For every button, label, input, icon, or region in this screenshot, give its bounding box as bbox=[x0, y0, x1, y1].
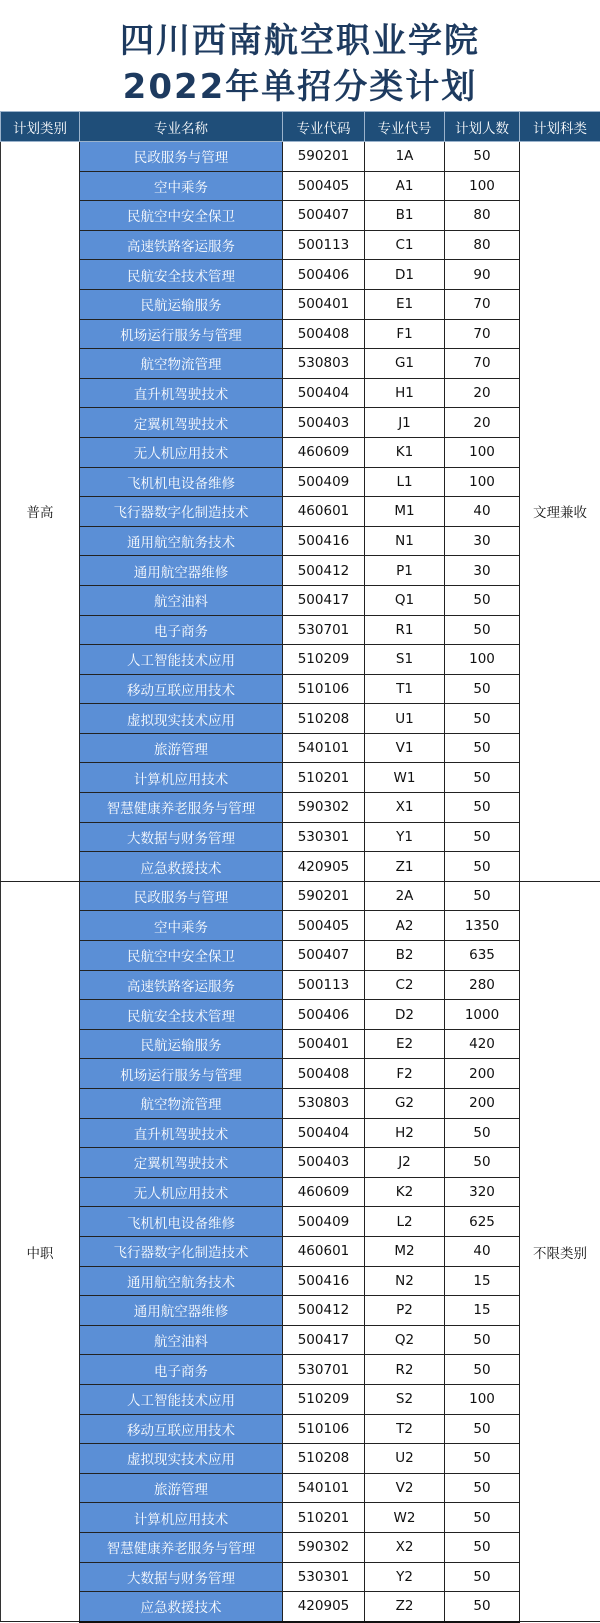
major-code-cell: 500406 bbox=[283, 260, 365, 290]
major-code-cell: 590302 bbox=[283, 1532, 365, 1562]
table-row bbox=[1, 1384, 600, 1414]
major-code-cell: 510201 bbox=[283, 763, 365, 793]
plan-count-cell: 100 bbox=[445, 1384, 520, 1414]
major-code-cell: 460609 bbox=[283, 1177, 365, 1207]
major-code-cell: 420905 bbox=[283, 852, 365, 882]
major-number-cell: N2 bbox=[365, 1266, 445, 1296]
major-code-cell: 500416 bbox=[283, 1266, 365, 1296]
table-body bbox=[1, 142, 600, 1622]
major-name-cell: 民政服务与管理 bbox=[80, 881, 283, 911]
table-row bbox=[1, 1325, 600, 1355]
major-number-cell: B2 bbox=[365, 941, 445, 971]
major-code-cell: 500417 bbox=[283, 1325, 365, 1355]
major-name-cell: 直升机驾驶技术 bbox=[80, 1118, 283, 1148]
table-row bbox=[1, 1562, 600, 1592]
plan-count-cell: 100 bbox=[445, 437, 520, 467]
column-header-subject: 计划科类 bbox=[520, 112, 600, 142]
column-header-major-number: 专业代号 bbox=[365, 112, 445, 142]
major-name-cell: 直升机驾驶技术 bbox=[80, 378, 283, 408]
major-number-cell: G2 bbox=[365, 1089, 445, 1119]
major-number-cell: T2 bbox=[365, 1414, 445, 1444]
plan-count-cell: 90 bbox=[445, 260, 520, 290]
major-name-cell: 应急救援技术 bbox=[80, 1592, 283, 1622]
major-number-cell: D2 bbox=[365, 1000, 445, 1030]
enrollment-plan-table bbox=[0, 111, 600, 1623]
major-name-cell: 高速铁路客运服务 bbox=[80, 970, 283, 1000]
table-row bbox=[1, 1266, 600, 1296]
major-name-cell: 旅游管理 bbox=[80, 1473, 283, 1503]
major-number-cell: W1 bbox=[365, 763, 445, 793]
table-row bbox=[1, 970, 600, 1000]
plan-count-cell: 100 bbox=[445, 645, 520, 675]
plan-count-cell: 635 bbox=[445, 941, 520, 971]
major-number-cell: F2 bbox=[365, 1059, 445, 1089]
major-code-cell: 500405 bbox=[283, 911, 365, 941]
major-name-cell: 人工智能技术应用 bbox=[80, 1384, 283, 1414]
table-row bbox=[1, 1296, 600, 1326]
major-number-cell: G1 bbox=[365, 349, 445, 379]
major-number-cell: D1 bbox=[365, 260, 445, 290]
category-cell: 中职 bbox=[1, 881, 80, 1621]
major-name-cell: 民政服务与管理 bbox=[80, 142, 283, 172]
major-number-cell: U1 bbox=[365, 704, 445, 734]
major-name-cell: 民航空中安全保卫 bbox=[80, 941, 283, 971]
major-name-cell: 应急救援技术 bbox=[80, 852, 283, 882]
major-name-cell: 高速铁路客运服务 bbox=[80, 230, 283, 260]
major-name-cell: 智慧健康养老服务与管理 bbox=[80, 793, 283, 823]
plan-count-cell: 100 bbox=[445, 171, 520, 201]
plan-count-cell: 50 bbox=[445, 733, 520, 763]
major-number-cell: E1 bbox=[365, 289, 445, 319]
table-row bbox=[1, 1444, 600, 1474]
plan-count-cell: 280 bbox=[445, 970, 520, 1000]
major-name-cell: 民航安全技术管理 bbox=[80, 260, 283, 290]
major-code-cell: 500401 bbox=[283, 1029, 365, 1059]
major-name-cell: 无人机应用技术 bbox=[80, 1177, 283, 1207]
major-code-cell: 530803 bbox=[283, 349, 365, 379]
major-name-cell: 旅游管理 bbox=[80, 733, 283, 763]
plan-count-cell: 200 bbox=[445, 1059, 520, 1089]
major-code-cell: 590201 bbox=[283, 881, 365, 911]
table-row bbox=[1, 319, 600, 349]
plan-count-cell: 15 bbox=[445, 1296, 520, 1326]
major-code-cell: 530301 bbox=[283, 1562, 365, 1592]
major-name-cell: 大数据与财务管理 bbox=[80, 822, 283, 852]
major-name-cell: 航空物流管理 bbox=[80, 349, 283, 379]
table-row bbox=[1, 1503, 600, 1533]
table-row bbox=[1, 674, 600, 704]
table-row bbox=[1, 941, 600, 971]
major-name-cell: 空中乘务 bbox=[80, 911, 283, 941]
plan-count-cell: 70 bbox=[445, 349, 520, 379]
table-row bbox=[1, 260, 600, 290]
major-number-cell: A1 bbox=[365, 171, 445, 201]
major-code-cell: 540101 bbox=[283, 733, 365, 763]
plan-count-cell: 50 bbox=[445, 1532, 520, 1562]
major-code-cell: 460609 bbox=[283, 437, 365, 467]
major-number-cell: B1 bbox=[365, 201, 445, 231]
plan-count-cell: 30 bbox=[445, 526, 520, 556]
plan-count-cell: 50 bbox=[445, 704, 520, 734]
major-number-cell: X1 bbox=[365, 793, 445, 823]
plan-count-cell: 625 bbox=[445, 1207, 520, 1237]
major-number-cell: Z2 bbox=[365, 1592, 445, 1622]
major-code-cell: 500412 bbox=[283, 1296, 365, 1326]
table-row bbox=[1, 1414, 600, 1444]
major-name-cell: 空中乘务 bbox=[80, 171, 283, 201]
page-header bbox=[0, 0, 600, 111]
major-number-cell: N1 bbox=[365, 526, 445, 556]
major-code-cell: 530803 bbox=[283, 1089, 365, 1119]
major-number-cell: Y2 bbox=[365, 1562, 445, 1592]
table-row bbox=[1, 822, 600, 852]
major-number-cell: H1 bbox=[365, 378, 445, 408]
major-name-cell: 航空油料 bbox=[80, 1325, 283, 1355]
major-code-cell: 500403 bbox=[283, 408, 365, 438]
major-code-cell: 420905 bbox=[283, 1592, 365, 1622]
major-name-cell: 民航运输服务 bbox=[80, 289, 283, 319]
table-row bbox=[1, 1029, 600, 1059]
table-row bbox=[1, 585, 600, 615]
major-number-cell: Q1 bbox=[365, 585, 445, 615]
table-row bbox=[1, 349, 600, 379]
major-code-cell: 500404 bbox=[283, 378, 365, 408]
major-number-cell: K2 bbox=[365, 1177, 445, 1207]
plan-count-cell: 50 bbox=[445, 852, 520, 882]
major-name-cell: 通用航空器维修 bbox=[80, 556, 283, 586]
major-number-cell: A2 bbox=[365, 911, 445, 941]
major-code-cell: 530701 bbox=[283, 1355, 365, 1385]
major-number-cell: C2 bbox=[365, 970, 445, 1000]
major-number-cell: T1 bbox=[365, 674, 445, 704]
major-number-cell: X2 bbox=[365, 1532, 445, 1562]
major-code-cell: 500405 bbox=[283, 171, 365, 201]
table-row bbox=[1, 793, 600, 823]
major-code-cell: 500404 bbox=[283, 1118, 365, 1148]
major-name-cell: 机场运行服务与管理 bbox=[80, 319, 283, 349]
major-number-cell: Y1 bbox=[365, 822, 445, 852]
table-row bbox=[1, 1148, 600, 1178]
major-name-cell: 无人机应用技术 bbox=[80, 437, 283, 467]
page-subtitle: 2022年单招分类计划 bbox=[0, 59, 600, 108]
major-name-cell: 电子商务 bbox=[80, 1355, 283, 1385]
plan-count-cell: 50 bbox=[445, 615, 520, 645]
major-code-cell: 540101 bbox=[283, 1473, 365, 1503]
page-title: 四川西南航空职业学院 bbox=[0, 13, 600, 62]
plan-count-cell: 50 bbox=[445, 1592, 520, 1622]
major-number-cell: H2 bbox=[365, 1118, 445, 1148]
column-header-plan-count: 计划人数 bbox=[445, 112, 520, 142]
table-row bbox=[1, 171, 600, 201]
major-number-cell: C1 bbox=[365, 230, 445, 260]
major-number-cell: K1 bbox=[365, 437, 445, 467]
major-code-cell: 500417 bbox=[283, 585, 365, 615]
plan-count-cell: 420 bbox=[445, 1029, 520, 1059]
major-number-cell: J1 bbox=[365, 408, 445, 438]
major-name-cell: 通用航空器维修 bbox=[80, 1296, 283, 1326]
major-number-cell: M1 bbox=[365, 497, 445, 527]
plan-count-cell: 40 bbox=[445, 497, 520, 527]
major-name-cell: 航空物流管理 bbox=[80, 1089, 283, 1119]
major-name-cell: 虚拟现实技术应用 bbox=[80, 704, 283, 734]
major-name-cell: 航空油料 bbox=[80, 585, 283, 615]
major-code-cell: 530301 bbox=[283, 822, 365, 852]
major-name-cell: 电子商务 bbox=[80, 615, 283, 645]
major-code-cell: 460601 bbox=[283, 497, 365, 527]
major-code-cell: 500113 bbox=[283, 970, 365, 1000]
major-number-cell: L2 bbox=[365, 1207, 445, 1237]
major-name-cell: 飞机机电设备维修 bbox=[80, 467, 283, 497]
major-name-cell: 飞行器数字化制造技术 bbox=[80, 1236, 283, 1266]
major-name-cell: 定翼机驾驶技术 bbox=[80, 408, 283, 438]
table-header-row bbox=[1, 112, 600, 142]
major-name-cell: 虚拟现实技术应用 bbox=[80, 1444, 283, 1474]
table-row bbox=[1, 911, 600, 941]
plan-count-cell: 80 bbox=[445, 201, 520, 231]
plan-count-cell: 15 bbox=[445, 1266, 520, 1296]
major-name-cell: 通用航空航务技术 bbox=[80, 1266, 283, 1296]
major-name-cell: 移动互联应用技术 bbox=[80, 1414, 283, 1444]
major-code-cell: 510106 bbox=[283, 674, 365, 704]
major-code-cell: 500407 bbox=[283, 201, 365, 231]
major-name-cell: 移动互联应用技术 bbox=[80, 674, 283, 704]
table-row bbox=[1, 852, 600, 882]
plan-count-cell: 100 bbox=[445, 467, 520, 497]
major-code-cell: 530701 bbox=[283, 615, 365, 645]
table-row bbox=[1, 378, 600, 408]
plan-count-cell: 50 bbox=[445, 822, 520, 852]
plan-count-cell: 50 bbox=[445, 674, 520, 704]
plan-count-cell: 50 bbox=[445, 1148, 520, 1178]
table-row bbox=[1, 526, 600, 556]
plan-count-cell: 50 bbox=[445, 142, 520, 172]
table-row bbox=[1, 1177, 600, 1207]
major-name-cell: 大数据与财务管理 bbox=[80, 1562, 283, 1592]
major-number-cell: 2A bbox=[365, 881, 445, 911]
table-row bbox=[1, 230, 600, 260]
major-number-cell: L1 bbox=[365, 467, 445, 497]
major-code-cell: 500406 bbox=[283, 1000, 365, 1030]
table-row bbox=[1, 497, 600, 527]
major-number-cell: F1 bbox=[365, 319, 445, 349]
plan-count-cell: 50 bbox=[445, 1414, 520, 1444]
table-row bbox=[1, 408, 600, 438]
table-row bbox=[1, 1059, 600, 1089]
major-number-cell: S1 bbox=[365, 645, 445, 675]
major-number-cell: R2 bbox=[365, 1355, 445, 1385]
major-code-cell: 510209 bbox=[283, 1384, 365, 1414]
plan-count-cell: 50 bbox=[445, 1325, 520, 1355]
major-code-cell: 500416 bbox=[283, 526, 365, 556]
table-row bbox=[1, 645, 600, 675]
table-row bbox=[1, 467, 600, 497]
plan-count-cell: 70 bbox=[445, 319, 520, 349]
major-name-cell: 定翼机驾驶技术 bbox=[80, 1148, 283, 1178]
major-name-cell: 飞机机电设备维修 bbox=[80, 1207, 283, 1237]
table-row bbox=[1, 704, 600, 734]
plan-count-cell: 50 bbox=[445, 585, 520, 615]
major-code-cell: 500408 bbox=[283, 319, 365, 349]
major-code-cell: 590302 bbox=[283, 793, 365, 823]
table-row bbox=[1, 142, 600, 172]
major-code-cell: 500113 bbox=[283, 230, 365, 260]
major-number-cell: Z1 bbox=[365, 852, 445, 882]
table-row bbox=[1, 1532, 600, 1562]
major-code-cell: 500409 bbox=[283, 1207, 365, 1237]
major-code-cell: 510209 bbox=[283, 645, 365, 675]
table-row bbox=[1, 881, 600, 911]
major-code-cell: 460601 bbox=[283, 1236, 365, 1266]
major-code-cell: 510208 bbox=[283, 1444, 365, 1474]
major-code-cell: 500409 bbox=[283, 467, 365, 497]
column-header-major-name: 专业名称 bbox=[80, 112, 283, 142]
major-code-cell: 500407 bbox=[283, 941, 365, 971]
plan-count-cell: 30 bbox=[445, 556, 520, 586]
plan-count-cell: 50 bbox=[445, 1118, 520, 1148]
plan-count-cell: 70 bbox=[445, 289, 520, 319]
major-name-cell: 飞行器数字化制造技术 bbox=[80, 497, 283, 527]
subject-cell: 文理兼收 bbox=[520, 142, 600, 882]
major-name-cell: 机场运行服务与管理 bbox=[80, 1059, 283, 1089]
major-name-cell: 人工智能技术应用 bbox=[80, 645, 283, 675]
plan-count-cell: 1350 bbox=[445, 911, 520, 941]
table-row bbox=[1, 289, 600, 319]
category-cell: 普高 bbox=[1, 142, 80, 882]
subject-cell: 不限类别 bbox=[520, 881, 600, 1621]
plan-count-cell: 320 bbox=[445, 1177, 520, 1207]
major-code-cell: 500408 bbox=[283, 1059, 365, 1089]
major-code-cell: 510208 bbox=[283, 704, 365, 734]
plan-count-cell: 50 bbox=[445, 1355, 520, 1385]
table-row bbox=[1, 1000, 600, 1030]
major-number-cell: S2 bbox=[365, 1384, 445, 1414]
major-code-cell: 500403 bbox=[283, 1148, 365, 1178]
major-code-cell: 590201 bbox=[283, 142, 365, 172]
plan-count-cell: 50 bbox=[445, 1473, 520, 1503]
plan-count-cell: 20 bbox=[445, 408, 520, 438]
table-row bbox=[1, 1207, 600, 1237]
table-row bbox=[1, 556, 600, 586]
major-code-cell: 500401 bbox=[283, 289, 365, 319]
major-number-cell: U2 bbox=[365, 1444, 445, 1474]
major-name-cell: 智慧健康养老服务与管理 bbox=[80, 1532, 283, 1562]
major-code-cell: 510201 bbox=[283, 1503, 365, 1533]
major-number-cell: 1A bbox=[365, 142, 445, 172]
major-number-cell: M2 bbox=[365, 1236, 445, 1266]
major-name-cell: 计算机应用技术 bbox=[80, 1503, 283, 1533]
plan-count-cell: 50 bbox=[445, 1503, 520, 1533]
plan-count-cell: 50 bbox=[445, 1444, 520, 1474]
table-row bbox=[1, 1473, 600, 1503]
major-number-cell: Q2 bbox=[365, 1325, 445, 1355]
table-row bbox=[1, 1089, 600, 1119]
major-number-cell: E2 bbox=[365, 1029, 445, 1059]
table-row bbox=[1, 763, 600, 793]
plan-count-cell: 50 bbox=[445, 881, 520, 911]
table-row bbox=[1, 1118, 600, 1148]
major-number-cell: V1 bbox=[365, 733, 445, 763]
major-number-cell: W2 bbox=[365, 1503, 445, 1533]
plan-count-cell: 200 bbox=[445, 1089, 520, 1119]
plan-count-cell: 40 bbox=[445, 1236, 520, 1266]
table-row bbox=[1, 733, 600, 763]
table-row bbox=[1, 437, 600, 467]
plan-count-cell: 50 bbox=[445, 793, 520, 823]
major-code-cell: 510106 bbox=[283, 1414, 365, 1444]
table-row bbox=[1, 1592, 600, 1622]
major-name-cell: 通用航空航务技术 bbox=[80, 526, 283, 556]
major-code-cell: 500412 bbox=[283, 556, 365, 586]
plan-count-cell: 50 bbox=[445, 763, 520, 793]
major-number-cell: P1 bbox=[365, 556, 445, 586]
major-name-cell: 民航运输服务 bbox=[80, 1029, 283, 1059]
column-header-category: 计划类别 bbox=[1, 112, 80, 142]
plan-count-cell: 50 bbox=[445, 1562, 520, 1592]
plan-count-cell: 20 bbox=[445, 378, 520, 408]
major-number-cell: V2 bbox=[365, 1473, 445, 1503]
major-number-cell: P2 bbox=[365, 1296, 445, 1326]
major-name-cell: 计算机应用技术 bbox=[80, 763, 283, 793]
table-row bbox=[1, 615, 600, 645]
major-number-cell: J2 bbox=[365, 1148, 445, 1178]
plan-count-cell: 1000 bbox=[445, 1000, 520, 1030]
table-row bbox=[1, 1355, 600, 1385]
plan-count-cell: 80 bbox=[445, 230, 520, 260]
major-number-cell: R1 bbox=[365, 615, 445, 645]
major-name-cell: 民航空中安全保卫 bbox=[80, 201, 283, 231]
major-name-cell: 民航安全技术管理 bbox=[80, 1000, 283, 1030]
column-header-major-code: 专业代码 bbox=[283, 112, 365, 142]
table-row bbox=[1, 1236, 600, 1266]
table-row bbox=[1, 201, 600, 231]
